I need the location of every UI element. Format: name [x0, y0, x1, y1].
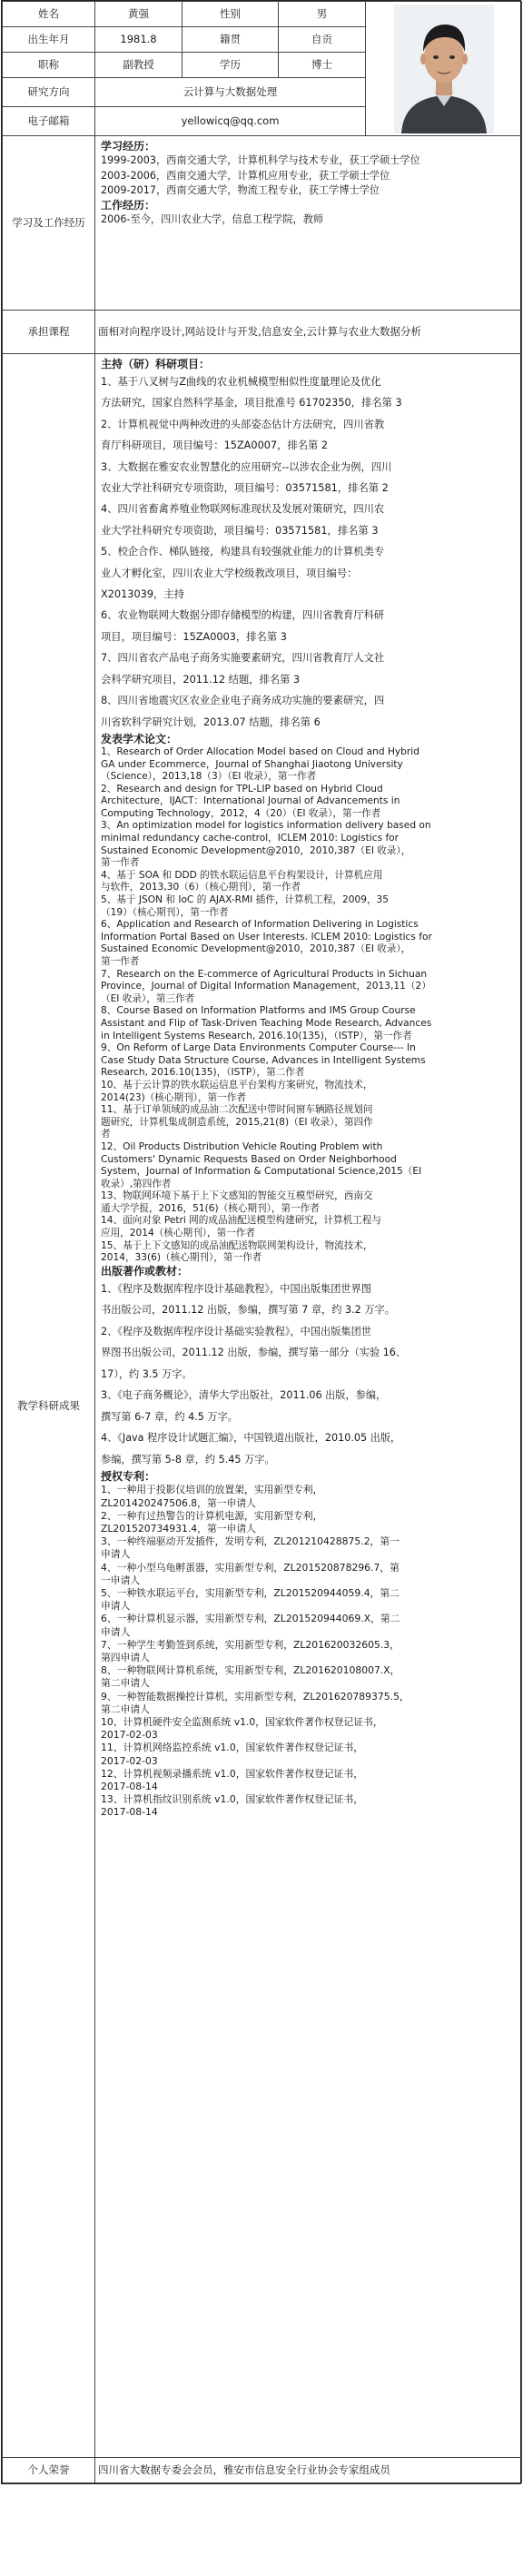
entry-line: Information Portal Based on User Interests. ICLEM 2010: Logistics for [101, 931, 432, 943]
direction-label: 研究方向 [3, 78, 95, 107]
entry-line: （19）（核心期刊），第一作者 [101, 906, 229, 918]
email-label: 电子邮箱 [3, 107, 95, 136]
entry-line: 2017-08-14 [101, 1806, 158, 1819]
study-heading: 学习经历： [101, 140, 156, 153]
entry-line: 4、《Java 程序设计试题汇编》，中国铁道出版社，2010.05 出版， [101, 1432, 401, 1445]
work-heading: 工作经历： [101, 198, 156, 212]
honors-value: 四川省大数据专委会会员，雅安市信息安全行业协会专家组成员 [95, 2458, 522, 2483]
row-achievements [3, 354, 522, 2458]
entry-line: 方法研究，国家自然科学基金，项目批准号 61702350，排名第 3 [101, 397, 402, 410]
portrait-photo [394, 5, 494, 133]
entry-line: 书出版公司，2011.12 出版，参编，撰写第 7 章，约 3.2 万字。 [101, 1304, 395, 1317]
entry-line: 第一作者 [101, 956, 140, 967]
entry-line: 12、Oil Products Distribution Vehicle Routing Problem with [101, 1140, 383, 1152]
email-value: yellowicq@qq.com [95, 107, 366, 136]
achievements-label: 教学科研成果 [3, 354, 95, 2458]
entry-line: Computing Technology，2012，4（20）（EI 收录），第一作者 [101, 807, 381, 819]
book-heading: 出版著作或教材： [101, 1264, 189, 1278]
paper-heading: 发表学术论文： [101, 732, 178, 745]
entry-line: 2、《程序及数据库程序设计基础实验教程》，中国出版集团世 [101, 1325, 371, 1337]
entry-line: 题研究，计算机集成制造系统，2015,21(8)（EI 收录），第四作 [101, 1116, 373, 1128]
entry-line: 2017-08-14 [101, 1781, 158, 1793]
entry-line: 第二申请人 [101, 1703, 150, 1715]
gender-value: 男 [279, 2, 366, 27]
degree-value: 博士 [279, 53, 366, 78]
entry-line: 1、Research of Order Allocation Model based on Cloud and Hybrid [101, 745, 419, 757]
entry-line: ZL201420247506.8，第一申请人 [101, 1496, 256, 1509]
courses-label: 承担课程 [3, 311, 95, 354]
entry-line: ZL201520734931.4，第一申请人 [101, 1522, 256, 1535]
gender-label: 性别 [183, 2, 279, 27]
entry-line: 申请人 [101, 1600, 131, 1613]
entry-line: 4、四川省畜禽养殖业物联网标准现状及发展对策研究，四川农 [101, 503, 385, 516]
entry-line: 5、一种铁水联运平台，实用新型专利，ZL201520944059.4，第二 [101, 1586, 400, 1599]
entry-line: 10、计算机硬件安全监测系统 v1.0，国家软件著作权登记证书， [101, 1716, 383, 1728]
origin-label: 籍贯 [183, 27, 279, 53]
entry-line: 7、四川省农产品电子商务实施要素研究，四川省教育厅人文社 [101, 652, 385, 665]
entry-line: 3、大数据在雅安农业智慧化的应用研究--以涉农企业为例，四川 [101, 460, 392, 473]
entry-line: 7、Research on the E-commerce of Agricultural Products in Sichuan [101, 968, 428, 980]
resume-table [2, 1, 522, 2483]
entry-line: 12、计算机视频录播系统 v1.0，国家软件著作权登记证书， [101, 1767, 364, 1780]
entry-line: 界图书出版公司，2011.12 出版，参编，撰写第一部分（实验 16、 [101, 1347, 407, 1359]
entry-line: 1、基于八叉树与Z曲线的农业机械模型相似性度量理论及优化 [101, 376, 381, 388]
entry-line: Research, 2016.10(135)，（ISTP），第二作者 [101, 1067, 305, 1079]
patent-heading: 授权专利： [101, 1470, 156, 1484]
entry-line: 撰写第 6-7 章，约 4.5 万字。 [101, 1410, 238, 1423]
entry-line: （Science），2013,18（3）（EI 收录），第一作者 [101, 771, 317, 783]
entry-line: Province，Journal of Digital Information Management，2013,11（2） [101, 981, 431, 992]
entry-line: 10、基于云计算的铁水联运信息平台架构方案研究，物流技术， [101, 1079, 373, 1091]
book-list [101, 1278, 516, 1471]
study-line: 2009-2017，西南交通大学，物流工程专业，获工学博士学位 [101, 184, 380, 196]
study-line: 2003-2006，西南交通大学，计算机应用专业，获工学硕士学位 [101, 169, 390, 182]
origin-value: 自贡 [279, 27, 366, 53]
portrait-illustration [394, 5, 494, 133]
resume-sheet [1, 0, 521, 2484]
entry-line: 2017-02-03 [101, 1729, 158, 1742]
entry-line: 7、一种学生考勤签到系统，实用新型专利，ZL201620032605.3， [101, 1638, 400, 1651]
honors-label: 个人荣誉 [3, 2458, 95, 2483]
entry-line: 农业大学社科研究专项资助，项目编号：03571581，排名第 2 [101, 482, 389, 495]
entry-line: 通大学学报，2016，51(6)（核心期刊），第一作者 [101, 1202, 320, 1214]
entry-line: 2、一种有过热警告的计算机电源，实用新型专利， [101, 1509, 323, 1522]
direction-value: 云计算与大数据处理 [95, 78, 366, 107]
research-heading: 主持（研）科研项目： [101, 358, 211, 370]
entry-line: Architecture，IJACT：International Journal of Advancements in [101, 795, 400, 807]
entry-line: 1、一种用于投影仪培训的放置架，实用新型专利， [101, 1484, 323, 1496]
entry-line: 6、一种计算机显示器，实用新型专利，ZL201520944069.X，第二 [101, 1613, 400, 1625]
achievements-content [95, 354, 522, 2458]
entry-line: 1、《程序及数据库程序设计基础教程》，中国出版集团世界图 [101, 1282, 371, 1295]
entry-line: 育厅科研项目，项目编号：15ZA0007，排名第 2 [101, 439, 329, 452]
entry-line: 2014，33(6)（核心期刊），第一作者 [101, 1252, 262, 1264]
degree-label: 学历 [183, 53, 279, 78]
entry-line: 8、四川省地震灾区农业企业电子商务成功实施的要素研究，四 [101, 695, 385, 707]
entry-line: 会科学研究项目，2011.12 结题，排名第 3 [101, 673, 301, 686]
study-line: 1999-2003，西南交通大学，计算机科学与技术专业，获工学硕士学位 [101, 154, 420, 166]
name-label: 姓名 [3, 2, 95, 27]
entry-line: 9、On Reform of Large Data Environments Computer Course--- In [101, 1042, 416, 1054]
entry-line: 2017-02-03 [101, 1754, 158, 1767]
entry-line: 应用，2014（核心期刊），第一作者 [101, 1228, 255, 1239]
education-content [95, 136, 522, 311]
title-value: 副教授 [95, 53, 183, 78]
entry-line: 5、基于 JSON 和 IoC 的 AJAX-RMI 插件，计算机工程，2009，35 [101, 894, 390, 906]
entry-line: Sustained Economic Development@2010，2010,387（EI 收录）， [101, 943, 411, 955]
entry-line: in Intelligent Systems Research, 2016.10(135)，（ISTP），第一作者 [101, 1030, 412, 1041]
entry-line: 9、一种智能数据操控计算机，实用新型专利，ZL201620789375.5， [101, 1690, 410, 1703]
entry-line: 17），约 3.5 万字。 [101, 1367, 192, 1380]
entry-line: 13、物联网环境下基于上下文感知的智能交互模型研究，西南交 [101, 1190, 373, 1202]
entry-line: （EI 收录），第三作者 [101, 992, 195, 1004]
entry-line: 申请人 [101, 1548, 131, 1561]
entry-line: 申请人 [101, 1625, 131, 1638]
education-label: 学习及工作经历 [3, 136, 95, 311]
entry-line: 3、一种终端驱动开发插件，发明专利，ZL201210428875.2，第一 [101, 1535, 400, 1548]
entry-line: 参编，撰写第 5-8 章，约 5.45 万字。 [101, 1453, 275, 1466]
entry-line: 11、计算机网络监控系统 v1.0，国家软件著作权登记证书， [101, 1742, 364, 1754]
patent-list [101, 1484, 516, 1819]
entry-line: 第一作者 [101, 857, 140, 869]
entry-line: 3、An optimization model for logistics information delivery based on [101, 820, 431, 832]
row-education [3, 136, 522, 311]
entry-line: 业大学社科研究专项资助，项目编号：03571581，排名第 3 [101, 524, 379, 537]
birth-value: 1981.8 [95, 27, 183, 53]
entry-line: 与软件，2013,30（6）（核心期刊），第一作者 [101, 882, 301, 893]
research-list [101, 371, 516, 733]
entry-line: 业人才孵化室，四川农业大学校级教改项目，项目编号： [101, 567, 358, 579]
entry-line: 4、基于 SOA 和 DDD 的铁水联运信息平台构架设计，计算机应用 [101, 869, 383, 881]
entry-line: 收录）,第四作者 [101, 1178, 172, 1189]
entry-line: 14、面向对象 Petri 网的成品油配送模型构建研究，计算机工程与 [101, 1215, 382, 1227]
row-courses [3, 311, 522, 354]
entry-line: minimal redundancy cache-control，ICLEM 2010: Logistics for [101, 833, 400, 844]
entry-line: 8、一种物联网计算机系统，实用新型专利，ZL201620108007.X， [101, 1664, 400, 1677]
entry-line: 项目，项目编号：15ZA0003，排名第 3 [101, 630, 287, 643]
entry-line: Assistant and Flip of Task-Driven Teaching Mode Research, Advances [101, 1017, 432, 1029]
entry-line: 一申请人 [101, 1574, 141, 1586]
work-line: 2006-至今，四川农业大学，信息工程学院，教师 [101, 212, 324, 225]
birth-label: 出生年月 [3, 27, 95, 53]
entry-line: 2、计算机视觉中两种改进的头部姿态估计方法研究，四川省教 [101, 418, 385, 430]
row-honors [3, 2458, 522, 2483]
courses-value: 面相对向程序设计,网站设计与开发,信息安全,云计算与农业大数据分析 [95, 311, 522, 354]
entry-line: 6、农业物联网大数据分即存储模型的构建，四川省教育厅科研 [101, 609, 385, 622]
entry-line: Sustained Economic Development@2010，2010,387（EI 收录）， [101, 844, 411, 856]
entry-line: 者 [101, 1129, 111, 1140]
paper-list [101, 746, 516, 1265]
entry-line: 8、Course Based on Information Platforms and IMS Group Course [101, 1005, 416, 1017]
title-label: 职称 [3, 53, 95, 78]
entry-line: 11、基于订单领域的成品油二次配送中带时间窗车辆路径规划问 [101, 1104, 373, 1116]
name-value: 黄强 [95, 2, 183, 27]
entry-line: Case Study Data Structure Course, Advances in Intelligent Systems [101, 1054, 426, 1066]
entry-line: 川省软科学研究计划，2013.07 结题，排名第 6 [101, 716, 321, 728]
entry-line: 4、一种小型乌龟孵蛋器，实用新型专利，ZL201520878296.7，第 [101, 1561, 400, 1574]
entry-line: 6、Application and Research of Information Delivering in Logistics [101, 919, 419, 931]
entry-line: 第四申请人 [101, 1651, 150, 1663]
entry-line: GA under Ecommerce，Journal of Shanghai Jiaotong University [101, 758, 403, 770]
entry-line: 第二申请人 [101, 1677, 150, 1690]
entry-line: 5、校企合作、梯队链接，构建具有较强就业能力的计算机类专 [101, 546, 385, 558]
entry-line: 3、《电子商务概论》，清华大学出版社，2011.06 出版，参编， [101, 1389, 387, 1402]
row-name [3, 2, 522, 27]
entry-line: Customers' Dynamic Requests Based on Order Neighborhood [101, 1153, 397, 1165]
entry-line: 15、基于上下文感知的成品油配送物联网架构设计，物流技术， [101, 1239, 373, 1251]
entry-line: System，Journal of Information & Computational Science,2015（EI [101, 1166, 422, 1178]
entry-line: X2013039，主持 [101, 588, 184, 601]
photo-cell [366, 2, 522, 136]
entry-line: 2、Research and design for TPL-LIP based on Hybrid Cloud [101, 783, 383, 795]
entry-line: 13、计算机指纹识别系统 v1.0，国家软件著作权登记证书， [101, 1793, 364, 1806]
entry-line: 2014(23)（核心期刊），第一作者 [101, 1091, 246, 1103]
